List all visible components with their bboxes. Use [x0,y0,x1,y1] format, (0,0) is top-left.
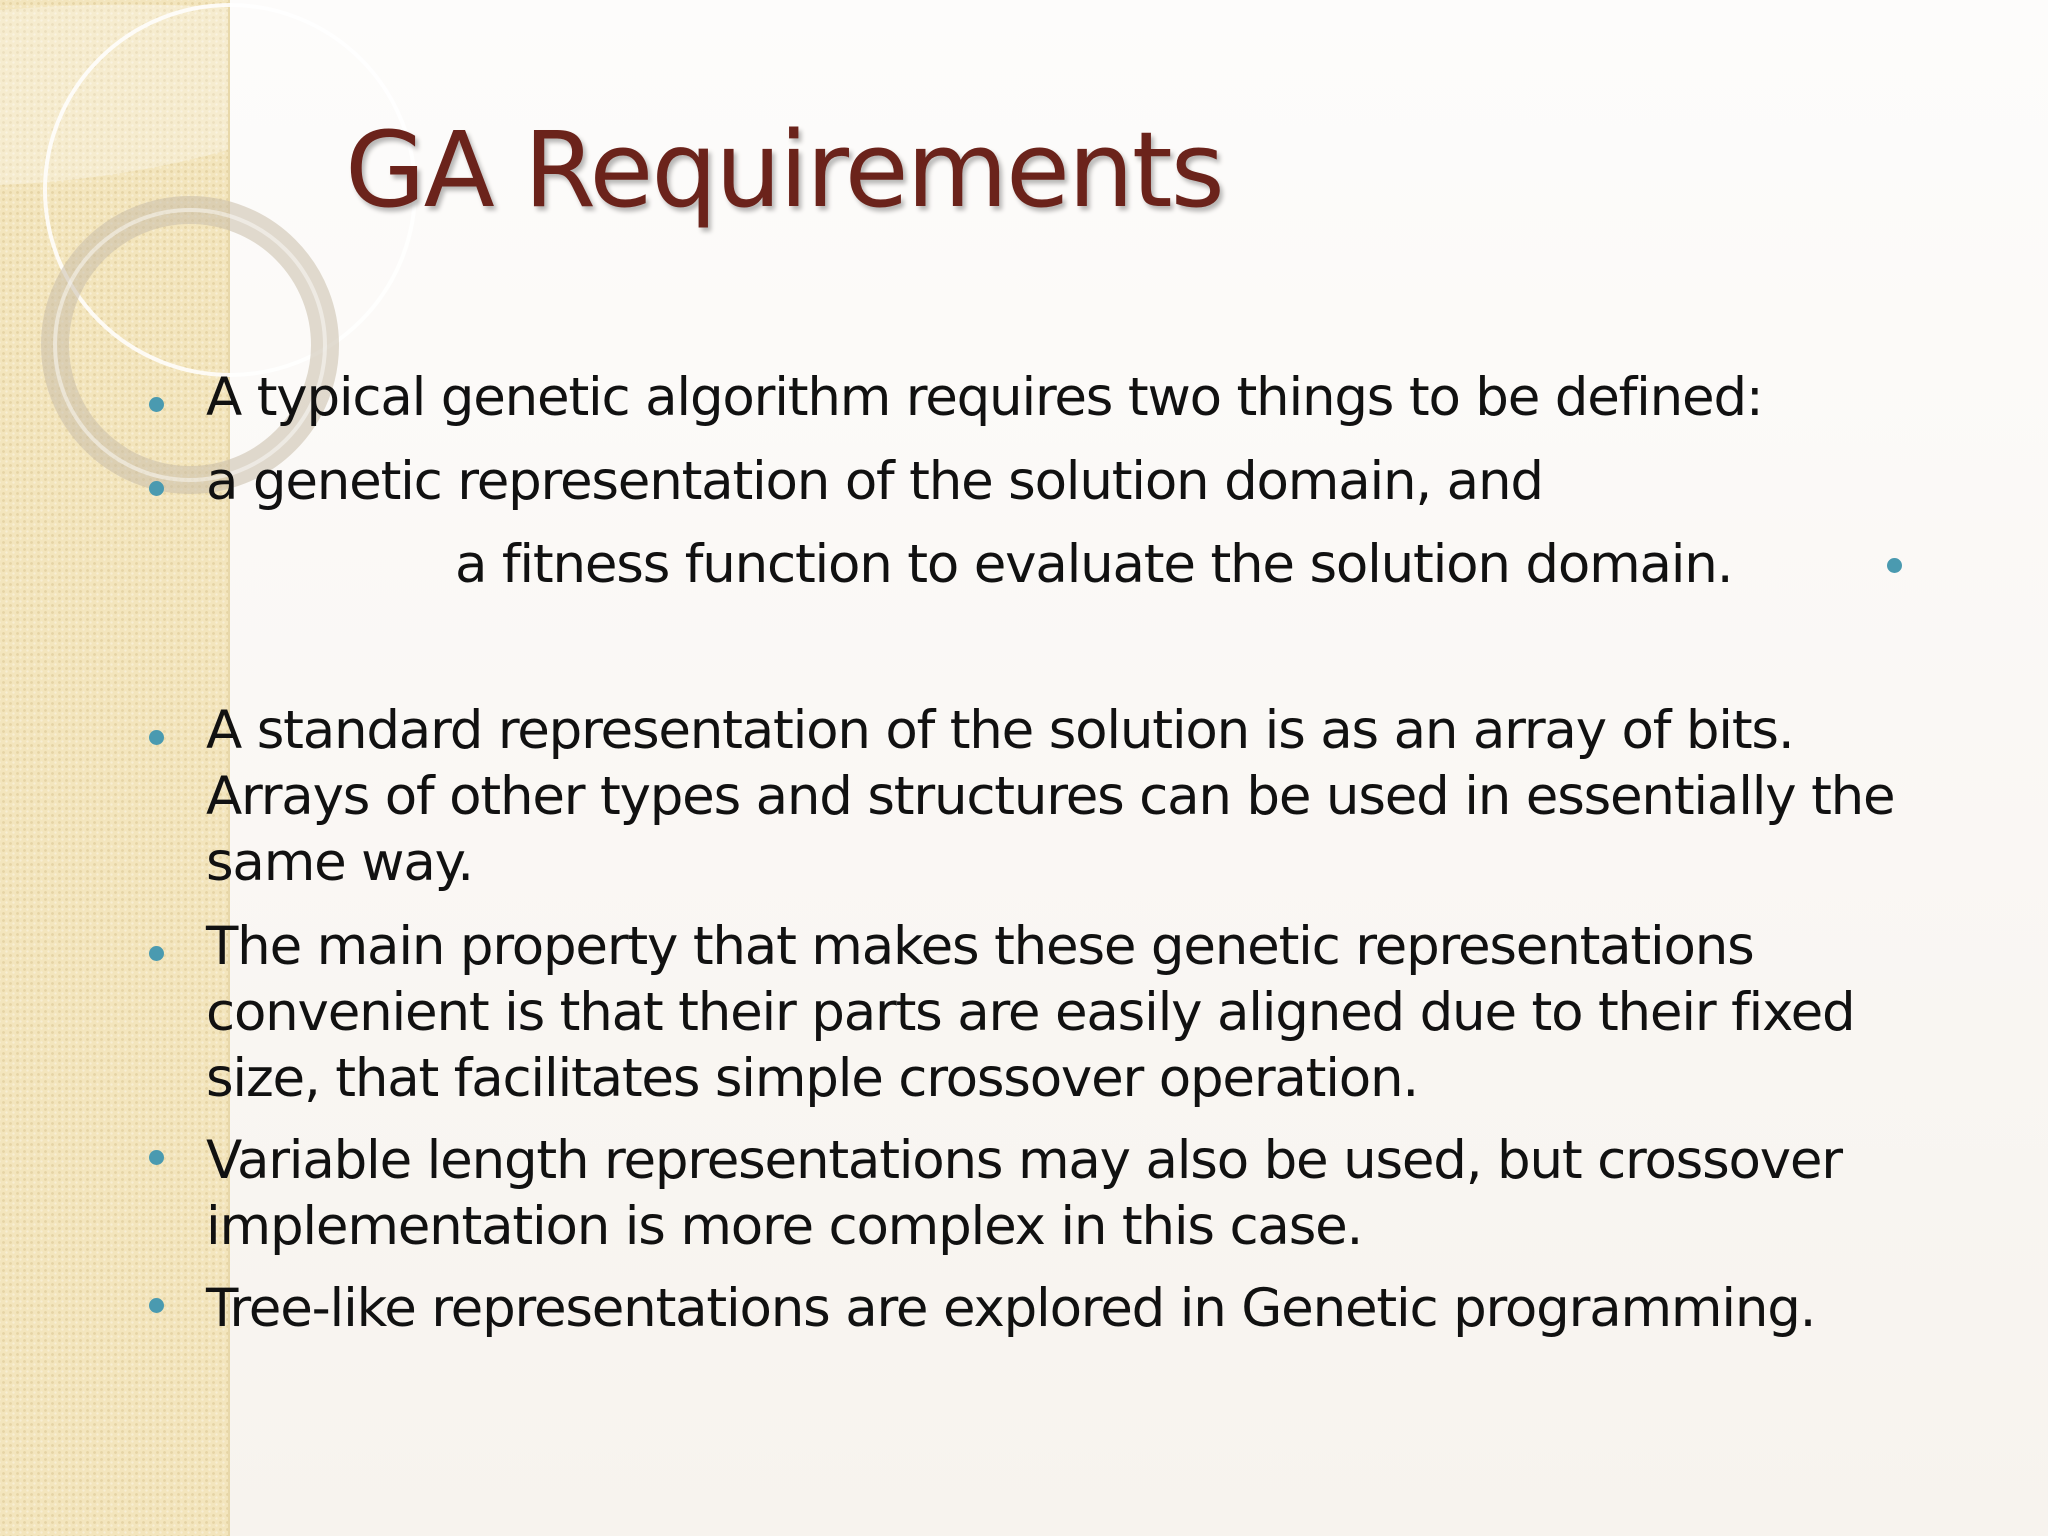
bullet-dot-icon [149,730,164,745]
bullet-dot-icon [149,946,164,961]
bullet-text: The main property that makes these genetic representations convenient is that their parts are easily aligned due to their fixed size, that facilitates simple crossover operation. [206,916,1855,1109]
bullet-dot-icon [149,481,164,496]
bullet-text: Tree-like representations are explored in Genetic programming. [206,1278,1816,1339]
bullet-text: A standard representation of the solution is as an array of bits. Arrays of other types and structures can be used in essentially the same way. [206,700,1895,893]
bullet-dot-icon [149,1298,164,1313]
bullet-dot-icon [149,397,164,412]
bullet-text: a genetic representation of the solution domain, and [206,451,1543,512]
bullet-dot-icon [149,1150,164,1165]
bullet-text: A typical genetic algorithm requires two things to be defined: [206,367,1763,428]
slide-title: GA Requirements [345,109,1223,231]
bullet-dot-icon [1887,558,1902,573]
bullet-text: a fitness function to evaluate the solution domain. [455,534,1733,595]
bullet-text: Variable length representations may also be used, but crossover implementation is more complex in this case. [206,1130,1842,1257]
